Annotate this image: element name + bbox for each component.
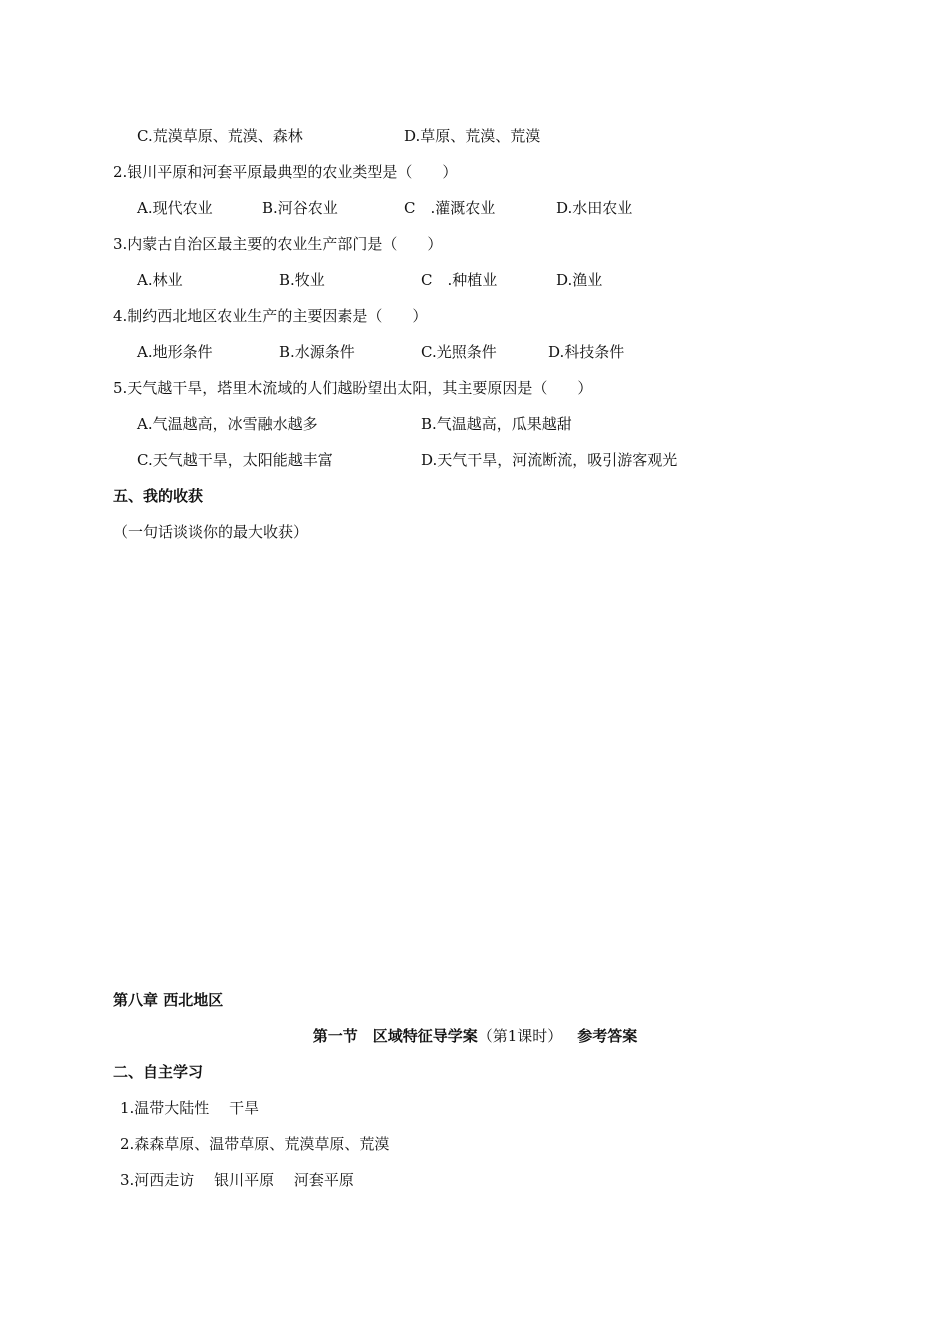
q2-option-a: A.现代农业 [137, 199, 213, 217]
q2-option-c: C .灌溉农业 [404, 199, 496, 217]
q5-option-b: B.气温越高，瓜果越甜 [421, 415, 572, 433]
q1-option-c: C.荒漠草原、荒漠、森林 [137, 127, 303, 145]
q3-stem: 3.内蒙古自治区最主要的农业生产部门是（ ） [113, 235, 443, 253]
answer-section-heading: 二、自主学习 [113, 1063, 204, 1081]
answer-title-lesson: （第1课时） [477, 1027, 563, 1045]
q2-option-b: B.河谷农业 [262, 199, 338, 217]
chapter-title: 第八章 西北地区 [113, 991, 224, 1009]
q4-option-b: B.水源条件 [279, 343, 355, 361]
harvest-heading: 五、我的收获 [113, 487, 204, 505]
answer-item-3: 3.河西走访 银川平原 河套平原 [120, 1171, 354, 1189]
answer-item-1: 1.温带大陆性 干旱 [120, 1099, 260, 1117]
q3-option-d: D.渔业 [556, 271, 603, 289]
q4-stem: 4.制约西北地区农业生产的主要因素是（ ） [113, 307, 428, 325]
q5-stem: 5.天气越干旱，塔里木流域的人们越盼望出太阳，其主要原因是（ ） [113, 379, 593, 397]
answer-title-section: 第一节 区域特征导学案 [312, 1027, 478, 1045]
q5-option-d: D.天气干旱，河流断流，吸引游客观光 [421, 451, 678, 469]
q5-option-c: C.天气越干旱，太阳能越丰富 [137, 451, 333, 469]
q5-option-a: A.气温越高，冰雪融水越多 [137, 415, 318, 433]
q4-option-d: D.科技条件 [548, 343, 625, 361]
q4-option-c: C.光照条件 [421, 343, 497, 361]
q2-option-d: D.水田农业 [556, 199, 633, 217]
harvest-prompt: （一句话谈谈你的最大收获） [113, 523, 309, 541]
answer-title [0, 1026, 950, 1046]
q3-option-b: B.牧业 [279, 271, 325, 289]
q3-option-a: A.林业 [137, 271, 183, 289]
q2-stem: 2.银川平原和河套平原最典型的农业类型是（ ） [113, 163, 458, 181]
answer-item-2: 2.森森草原、温带草原、荒漠草原、荒漠 [120, 1135, 390, 1153]
q1-option-d: D.草原、荒漠、荒漠 [404, 127, 541, 145]
answer-title-key: 参考答案 [577, 1027, 638, 1045]
q3-option-c: C .种植业 [421, 271, 498, 289]
q4-option-a: A.地形条件 [137, 343, 213, 361]
